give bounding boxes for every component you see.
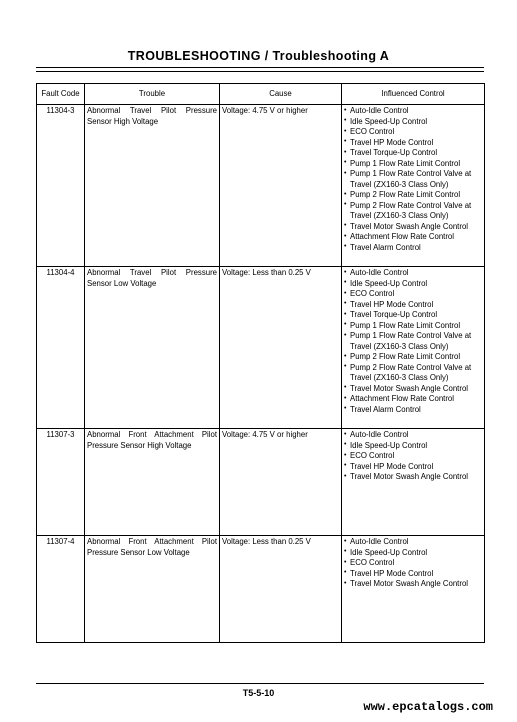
control-item: • Travel Alarm Control bbox=[344, 243, 482, 254]
fault-code: 11304-4 bbox=[37, 267, 85, 429]
trouble: Abnormal Front Attachment Pilot Pressure Sensor Low Voltage bbox=[85, 536, 220, 643]
control-item: • Travel HP Mode Control bbox=[344, 138, 482, 149]
control-item: • Pump 1 Flow Rate Control Valve at Travel (ZX160-3 Class Only) bbox=[344, 169, 482, 190]
control-item: • Travel HP Mode Control bbox=[344, 462, 482, 473]
control-list bbox=[344, 537, 482, 590]
table-header-row bbox=[37, 84, 485, 105]
control-item: • Travel Motor Swash Angle Control bbox=[344, 472, 482, 483]
control-item: • Pump 2 Flow Rate Control Valve at Travel (ZX160-3 Class Only) bbox=[344, 363, 482, 384]
influenced-control bbox=[342, 105, 485, 267]
control-list bbox=[344, 106, 482, 253]
control-item: • Auto-Idle Control bbox=[344, 268, 482, 279]
header-fault-code: Fault Code bbox=[37, 84, 85, 105]
header-trouble: Trouble bbox=[85, 84, 220, 105]
control-item: • Travel HP Mode Control bbox=[344, 569, 482, 580]
header-rule bbox=[36, 67, 484, 68]
footer-rule bbox=[36, 683, 484, 684]
header-cause: Cause bbox=[220, 84, 342, 105]
table-row bbox=[37, 429, 485, 536]
control-item: • Pump 1 Flow Rate Limit Control bbox=[344, 159, 482, 170]
control-item: • Attachment Flow Rate Control bbox=[344, 232, 482, 243]
page-title: TROUBLESHOOTING / Troubleshooting A bbox=[127, 49, 390, 63]
page-number: T5-5-10 bbox=[242, 688, 275, 698]
control-item: • Pump 2 Flow Rate Limit Control bbox=[344, 352, 482, 363]
cause: Voltage: 4.75 V or higher bbox=[220, 429, 342, 536]
control-item: • ECO Control bbox=[344, 289, 482, 300]
control-item: • Pump 1 Flow Rate Limit Control bbox=[344, 321, 482, 332]
influenced-control bbox=[342, 536, 485, 643]
control-item: • Idle Speed-Up Control bbox=[344, 441, 482, 452]
control-list bbox=[344, 268, 482, 415]
troubleshooting-table bbox=[36, 83, 485, 643]
control-item: • ECO Control bbox=[344, 127, 482, 138]
trouble: Abnormal Travel Pilot Pressure Sensor Low Voltage bbox=[85, 267, 220, 429]
control-item: • Pump 1 Flow Rate Control Valve at Travel (ZX160-3 Class Only) bbox=[344, 331, 482, 352]
cause: Voltage: Less than 0.25 V bbox=[220, 267, 342, 429]
cause: Voltage: 4.75 V or higher bbox=[220, 105, 342, 267]
table-row bbox=[37, 105, 485, 267]
influenced-control bbox=[342, 267, 485, 429]
control-item: • Idle Speed-Up Control bbox=[344, 548, 482, 559]
control-item: • Auto-Idle Control bbox=[344, 106, 482, 117]
influenced-control bbox=[342, 429, 485, 536]
cause: Voltage: Less than 0.25 V bbox=[220, 536, 342, 643]
control-item: • Travel HP Mode Control bbox=[344, 300, 482, 311]
control-item: • Travel Alarm Control bbox=[344, 405, 482, 416]
table-row bbox=[37, 267, 485, 429]
trouble: Abnormal Front Attachment Pilot Pressure Sensor High Voltage bbox=[85, 429, 220, 536]
control-item: • Auto-Idle Control bbox=[344, 537, 482, 548]
control-item: • Travel Torque-Up Control bbox=[344, 148, 482, 159]
fault-code: 11304-3 bbox=[37, 105, 85, 267]
control-item: • Travel Motor Swash Angle Control bbox=[344, 579, 482, 590]
fault-code: 11307-4 bbox=[37, 536, 85, 643]
control-item: • ECO Control bbox=[344, 451, 482, 462]
header-rule-thin bbox=[36, 71, 484, 72]
watermark-url[interactable]: www.epcatalogs.com bbox=[363, 700, 493, 714]
trouble: Abnormal Travel Pilot Pressure Sensor High Voltage bbox=[85, 105, 220, 267]
header-influenced-control: Influenced Control bbox=[342, 84, 485, 105]
table-row bbox=[37, 536, 485, 643]
fault-code: 11307-3 bbox=[37, 429, 85, 536]
control-item: • Travel Motor Swash Angle Control bbox=[344, 384, 482, 395]
control-item: • Idle Speed-Up Control bbox=[344, 279, 482, 290]
control-list bbox=[344, 430, 482, 483]
control-item: • Auto-Idle Control bbox=[344, 430, 482, 441]
control-item: • Pump 2 Flow Rate Limit Control bbox=[344, 190, 482, 201]
control-item: • Travel Motor Swash Angle Control bbox=[344, 222, 482, 233]
control-item: • Travel Torque-Up Control bbox=[344, 310, 482, 321]
control-item: • ECO Control bbox=[344, 558, 482, 569]
control-item: • Pump 2 Flow Rate Control Valve at Travel (ZX160-3 Class Only) bbox=[344, 201, 482, 222]
control-item: • Attachment Flow Rate Control bbox=[344, 394, 482, 405]
control-item: • Idle Speed-Up Control bbox=[344, 117, 482, 128]
